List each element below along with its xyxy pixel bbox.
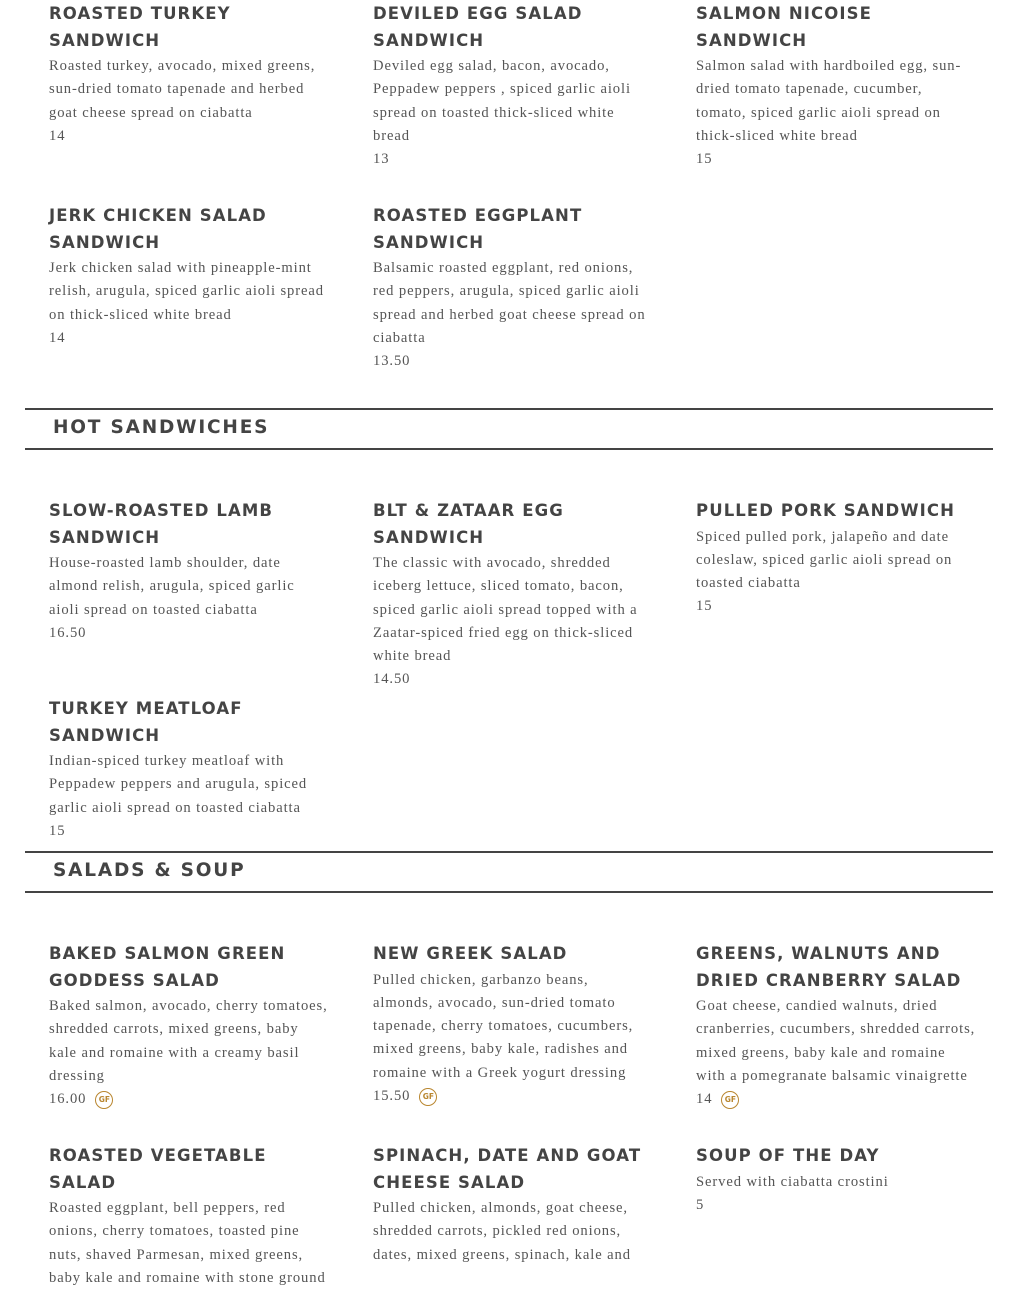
price-value: 14 (49, 127, 66, 144)
item-description: Goat cheese, candied walnuts, dried cranberries, cucumbers, shredded carrots, mixed greens, baby kale and romaine with a pomegranate balsamic vinaigrette (696, 998, 976, 1084)
menu-item (49, 696, 329, 843)
price-value: 15 (696, 151, 713, 168)
menu-item (49, 941, 329, 1111)
item-name: ROASTED EGGPLANT SANDWICH (373, 206, 583, 252)
item-name: SOUP OF THE DAY (696, 1146, 880, 1165)
item-name: ROASTED TURKEY SANDWICH (49, 4, 231, 50)
price-value: 15 (696, 598, 713, 615)
gluten-free-badge: GF (95, 1091, 113, 1109)
item-name: BLT & ZATAAR EGG SANDWICH (373, 501, 564, 547)
item-name: ROASTED VEGETABLE SALAD (49, 1146, 267, 1192)
item-price (696, 1194, 976, 1217)
item-description: Salmon salad with hardboiled egg, sun-dried tomato tapenade, cucumber, tomato, spiced garlic aioli spread on thick-sliced white bread (696, 58, 962, 144)
menu-item (696, 1, 976, 171)
item-price (696, 148, 976, 171)
item-description: Spiced pulled pork, jalapeño and date coleslaw, spiced garlic aioli spread on toasted ciabatta (696, 528, 953, 592)
item-price (696, 595, 976, 618)
item-name: TURKEY MEATLOAF SANDWICH (49, 699, 243, 745)
menu-item (49, 498, 329, 645)
item-description: House-roasted lamb shoulder, date almond relish, arugula, spiced garlic aioli spread on toasted ciabatta (49, 555, 295, 618)
menu-item (373, 941, 653, 1108)
section-title: HOT SANDWICHES (53, 417, 270, 438)
item-price (49, 1088, 329, 1111)
price-value: 16.50 (49, 624, 87, 641)
price-value: 14 (49, 329, 66, 346)
price-value: 13 (373, 151, 390, 168)
item-description: Pulled chicken, garbanzo beans, almonds, avocado, sun-dried tomato tapenade, cherry tomatoes, cucumbers, mixed greens, baby kale, radishes and romaine with a Greek yogurt dressing (373, 971, 634, 1081)
menu-item (49, 203, 329, 350)
section-title: SALADS & SOUP (53, 860, 246, 881)
item-description: Jerk chicken salad with pineapple-mint relish, arugula, spiced garlic aioli spread on thick-sliced white bread (49, 260, 324, 323)
item-description: Deviled egg salad, bacon, avocado, Peppadew peppers , spiced garlic aioli spread on toasted thick-sliced white bread (373, 58, 631, 144)
menu-item (696, 498, 976, 619)
gluten-free-badge: GF (721, 1091, 739, 1109)
price-value: 16.00 (49, 1091, 87, 1108)
menu-item (49, 1143, 329, 1290)
item-price (49, 820, 329, 843)
section-header-salads-soup (25, 851, 993, 893)
section-header-hot-sandwiches (25, 408, 993, 450)
price-value: 13.50 (373, 353, 411, 370)
item-description: Pulled chicken, almonds, goat cheese, shredded carrots, pickled red onions, dates, mixed greens, spinach, kale and (373, 1200, 631, 1263)
menu-item (49, 1, 329, 148)
item-name: GREENS, WALNUTS AND DRIED CRANBERRY SALAD (696, 944, 962, 990)
item-price (696, 1088, 976, 1111)
price-value: 5 (696, 1196, 705, 1213)
item-price (373, 1085, 653, 1108)
price-value: 14 (696, 1091, 713, 1108)
item-name: SLOW-ROASTED LAMB SANDWICH (49, 501, 274, 547)
menu-item (696, 1143, 976, 1217)
menu-item (373, 1, 653, 171)
item-name: SPINACH, DATE AND GOAT CHEESE SALAD (373, 1146, 642, 1192)
price-value: 15 (49, 822, 66, 839)
item-price (373, 148, 653, 171)
item-price (373, 668, 653, 691)
menu-item (373, 1143, 653, 1267)
item-description: Roasted turkey, avocado, mixed greens, sun-dried tomato tapenade and herbed goat cheese spread on ciabatta (49, 58, 316, 121)
item-name: DEVILED EGG SALAD SANDWICH (373, 4, 583, 50)
item-price (373, 350, 653, 373)
item-name: SALMON NICOISE SANDWICH (696, 4, 872, 50)
gluten-free-badge: GF (419, 1088, 437, 1106)
menu-item (373, 498, 653, 692)
item-name: BAKED SALMON GREEN GODDESS SALAD (49, 944, 286, 990)
menu-item (696, 941, 976, 1111)
item-description: Indian-spiced turkey meatloaf with Peppadew peppers and arugula, spiced garlic aioli spread on toasted ciabatta (49, 753, 308, 816)
item-description: The classic with avocado, shredded iceberg lettuce, sliced tomato, bacon, spiced garlic aioli spread topped with a Zaatar-spiced fried egg on thick-sliced white bread (373, 555, 638, 665)
price-value: 14.50 (373, 671, 411, 688)
item-name: NEW GREEK SALAD (373, 944, 568, 963)
item-price (49, 327, 329, 350)
item-name: PULLED PORK SANDWICH (696, 501, 956, 520)
price-value: 15.50 (373, 1087, 411, 1104)
item-description: Baked salmon, avocado, cherry tomatoes, shredded carrots, mixed greens, baby kale and romaine with a creamy basil dressing (49, 998, 328, 1084)
item-price (49, 125, 329, 148)
item-description: Roasted eggplant, bell peppers, red onions, cherry tomatoes, toasted pine nuts, shaved Parmesan, mixed greens, baby kale and romaine with stone ground (49, 1200, 326, 1286)
item-price (49, 622, 329, 645)
item-name: JERK CHICKEN SALAD SANDWICH (49, 206, 267, 252)
item-description: Balsamic roasted eggplant, red onions, red peppers, arugula, spiced garlic aioli spread and herbed goat cheese spread on ciabatta (373, 260, 646, 346)
menu-item (373, 203, 653, 373)
item-description: Served with ciabatta crostini (696, 1173, 889, 1190)
